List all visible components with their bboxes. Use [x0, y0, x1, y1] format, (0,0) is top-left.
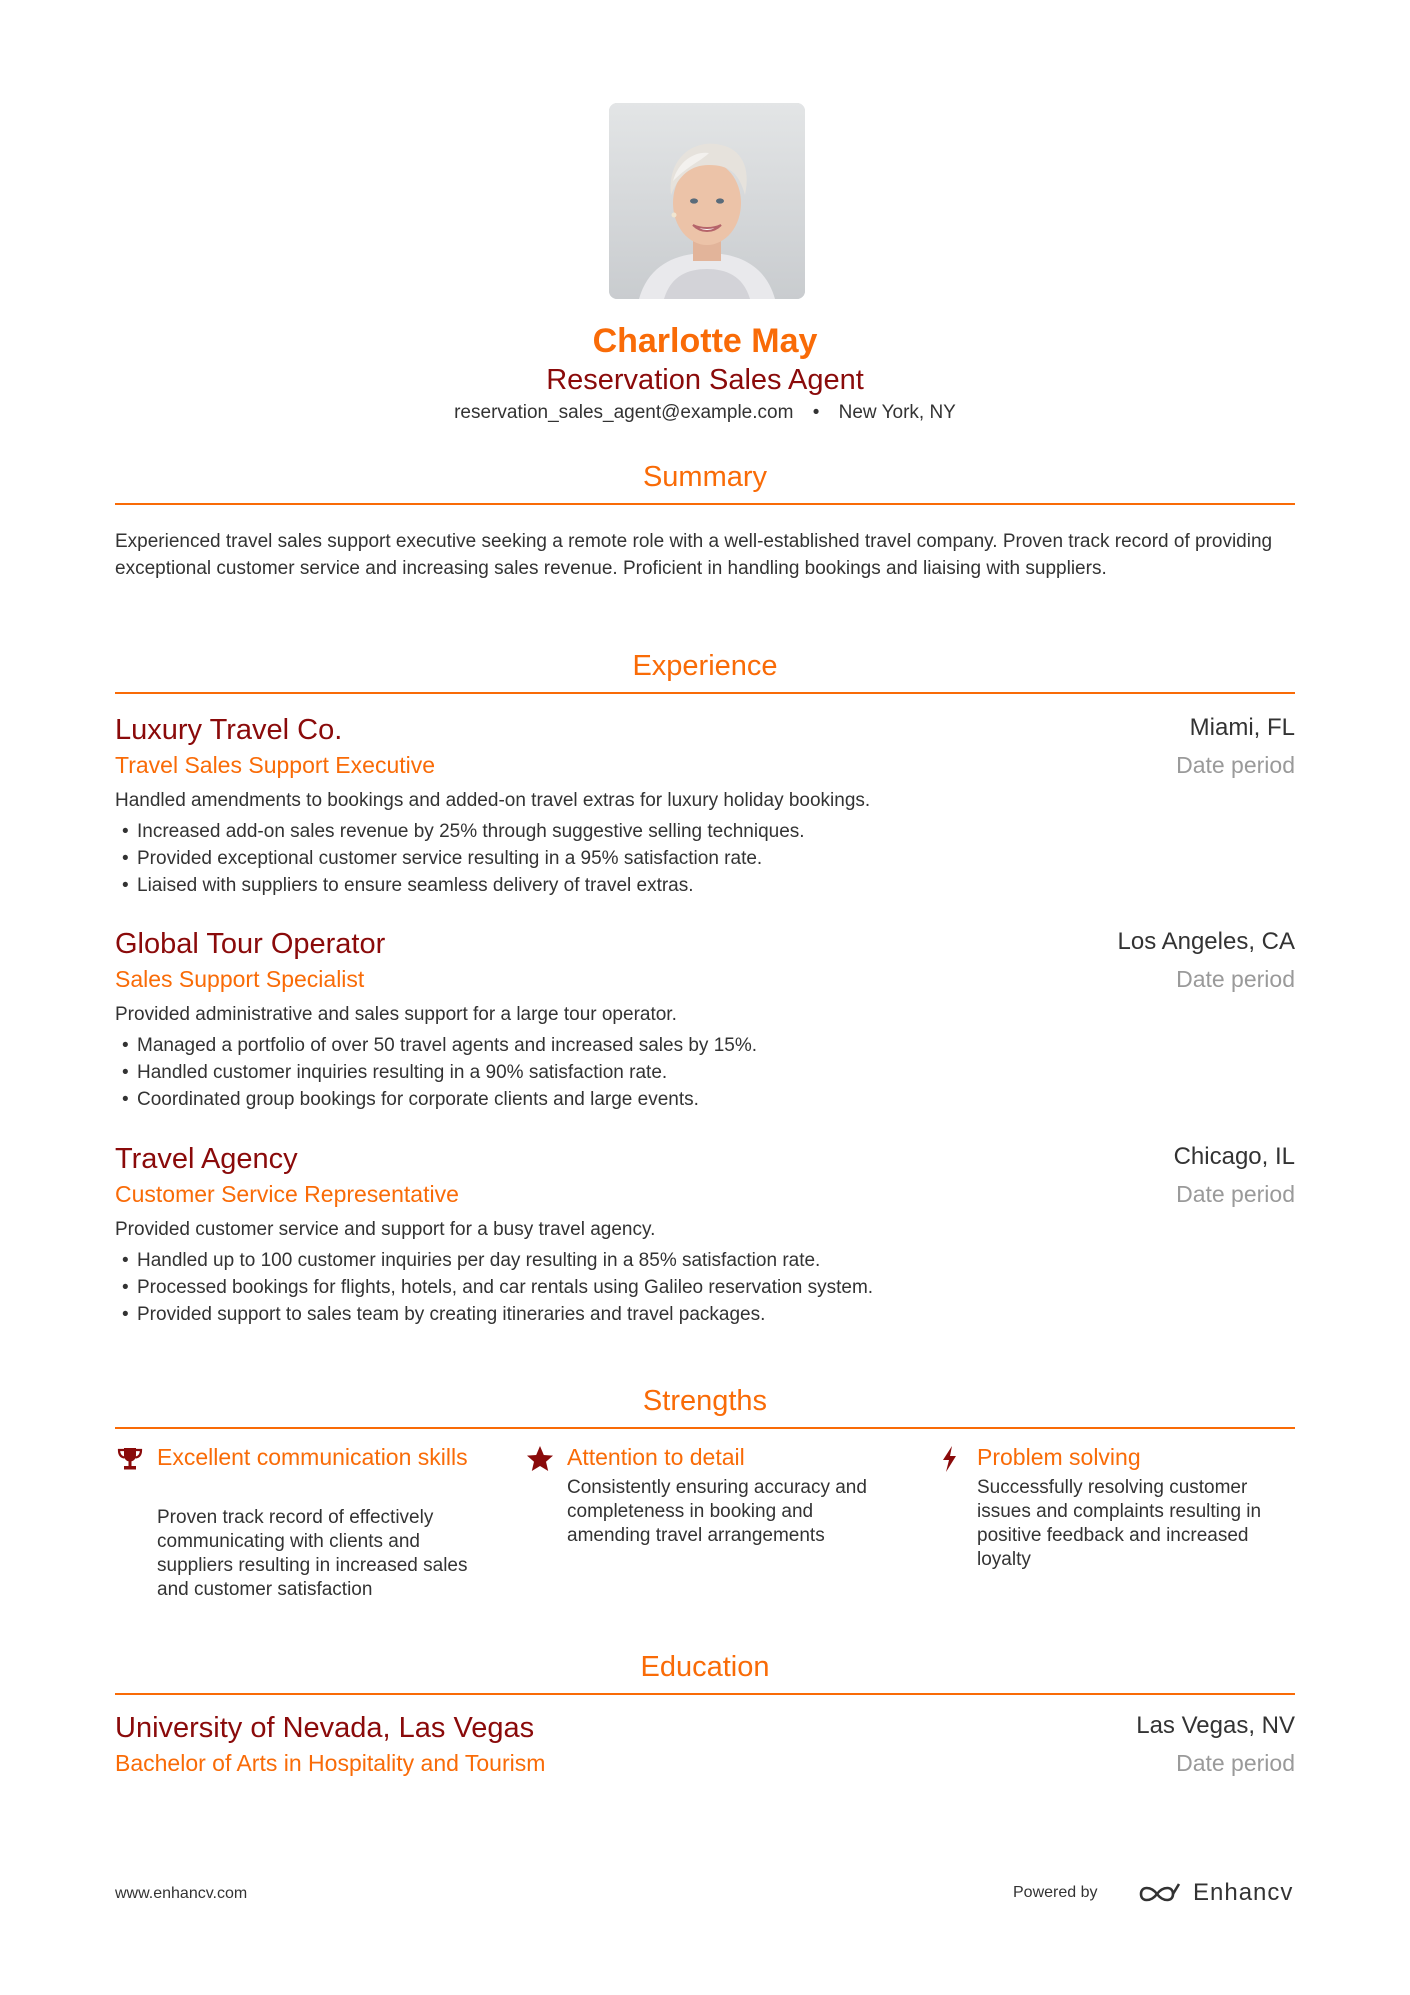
section-divider — [115, 692, 1295, 694]
list-item: • Handled up to 100 customer inquiries per day resulting in a 85% satisfaction rate. — [122, 1250, 821, 1271]
job-bullets — [115, 1032, 757, 1113]
strength-title: Problem solving — [977, 1444, 1141, 1470]
profile-photo — [609, 103, 805, 299]
strength-description: Successfully resolving customer issues and complaints resulting in positive feedback and increased loyalty — [977, 1477, 1262, 1570]
school-location: Las Vegas, NV — [1136, 1712, 1295, 1739]
contact-separator: • — [812, 402, 820, 423]
degree: Bachelor of Arts in Hospitality and Tourism — [115, 1750, 546, 1776]
job-description: Provided administrative and sales support for a large tour operator. — [115, 1004, 677, 1025]
enhancv-logo-icon — [1133, 1876, 1183, 1912]
strength-description: Consistently ensuring accuracy and completeness in booking and amending travel arrangements — [567, 1477, 867, 1546]
list-item: • Increased add-on sales revenue by 25% through suggestive selling techniques. — [122, 821, 805, 842]
strength-item — [115, 1442, 485, 1622]
strength-description: Proven track record of effectively communicating with clients and suppliers resulting in increased sales and customer satisfaction — [157, 1507, 468, 1600]
job-location: Miami, FL — [1189, 714, 1295, 741]
list-item: • Processed bookings for flights, hotels, and car rentals using Galileo reservation system. — [122, 1277, 874, 1298]
job-description: Provided customer service and support for a busy travel agency. — [115, 1219, 656, 1240]
list-item: • Coordinated group bookings for corporate clients and large events. — [122, 1089, 699, 1110]
candidate-name: Charlotte May — [592, 322, 818, 360]
experience-entry — [115, 928, 1295, 1128]
section-divider — [115, 1693, 1295, 1695]
company-name: Global Tour Operator — [115, 928, 386, 960]
footer-website[interactable]: www.enhancv.com — [115, 1885, 248, 1902]
education-date: Date period — [1176, 1750, 1295, 1776]
section-divider — [115, 1427, 1295, 1429]
section-title-experience: Experience — [632, 650, 778, 682]
job-bullets — [115, 1247, 873, 1328]
experience-entry — [115, 714, 1295, 914]
job-role: Travel Sales Support Executive — [115, 752, 436, 778]
job-role: Customer Service Representative — [115, 1181, 459, 1207]
section-title-strengths: Strengths — [642, 1385, 768, 1417]
enhancv-logo[interactable] — [1133, 1876, 1303, 1912]
section-title-education: Education — [640, 1651, 770, 1683]
summary-text: Experienced travel sales support executive seeking a remote role with a well-established travel company. Proven track record of providing exceptional customer service and increasing sales revenue. Proficient in handling bookings and liaising with suppliers. — [115, 531, 1273, 579]
company-name: Luxury Travel Co. — [115, 714, 343, 746]
lightning-icon — [935, 1444, 965, 1474]
job-bullets — [115, 818, 805, 899]
trophy-icon — [115, 1444, 145, 1474]
star-icon — [525, 1444, 555, 1474]
job-location: Chicago, IL — [1173, 1143, 1295, 1170]
job-date: Date period — [1176, 752, 1295, 778]
footer-powered-by: Powered by — [1013, 1884, 1098, 1901]
experience-entry — [115, 1143, 1295, 1343]
candidate-title: Reservation Sales Agent — [546, 364, 864, 396]
contact-location: New York, NY — [838, 402, 956, 423]
list-item: • Provided exceptional customer service resulting in a 95% satisfaction rate. — [122, 848, 763, 869]
enhancv-brand: Enhancv — [1193, 1879, 1294, 1906]
list-item: • Handled customer inquiries resulting in a 90% satisfaction rate. — [122, 1062, 668, 1083]
list-item: • Liaised with suppliers to ensure seamless delivery of travel extras. — [122, 875, 694, 896]
job-role: Sales Support Specialist — [115, 966, 365, 992]
school-name: University of Nevada, Las Vegas — [115, 1712, 535, 1744]
job-date: Date period — [1176, 966, 1295, 992]
list-item: • Managed a portfolio of over 50 travel agents and increased sales by 15%. — [122, 1035, 757, 1056]
section-title-summary: Summary — [642, 461, 768, 493]
education-entry — [115, 1712, 1295, 1792]
portrait-image — [609, 103, 805, 299]
company-name: Travel Agency — [115, 1143, 298, 1175]
list-item: • Provided support to sales team by creating itineraries and travel packages. — [122, 1304, 766, 1325]
job-date: Date period — [1176, 1181, 1295, 1207]
contact-line — [0, 402, 1410, 424]
strength-item — [935, 1442, 1305, 1622]
contact-email[interactable]: reservation_sales_agent@example.com — [454, 402, 794, 423]
strength-item — [525, 1442, 895, 1622]
job-location: Los Angeles, CA — [1117, 928, 1295, 955]
section-divider — [115, 503, 1295, 505]
strength-title: Excellent communication skills — [157, 1444, 468, 1470]
job-description: Handled amendments to bookings and added-on travel extras for luxury holiday bookings. — [115, 790, 871, 811]
strength-title: Attention to detail — [567, 1444, 745, 1470]
